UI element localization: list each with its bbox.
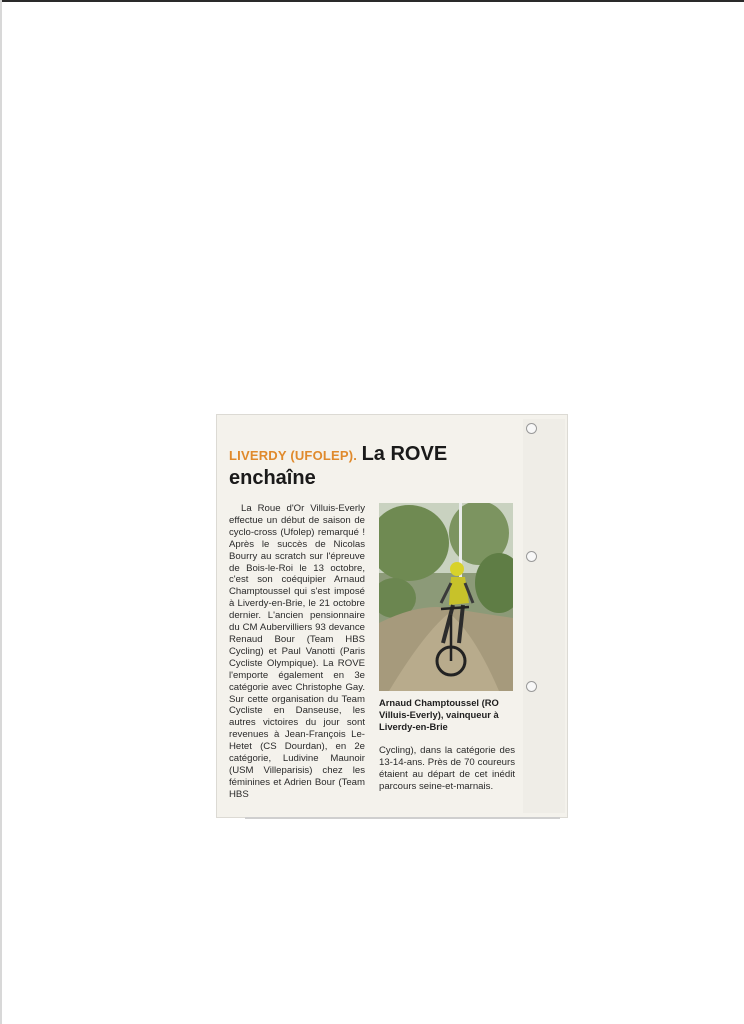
article-photo xyxy=(379,503,513,691)
punch-hole-icon xyxy=(526,551,537,562)
photo-caption: Arnaud Champtoussel (RO Villuis-Everly), vainqueur à Liverdy-en-Brie xyxy=(379,697,499,732)
article-headline xyxy=(229,443,509,491)
article-body-right-text: Cycling), dans la catégorie des 13-14-ans. Près de 70 coureurs étaient au départ de cet inédit parcours seine-et-marnais. xyxy=(379,745,515,792)
cyclist-photo-illustration xyxy=(379,503,513,691)
punch-hole-icon xyxy=(526,423,537,434)
clipping-bottom-shadow xyxy=(245,817,560,819)
article-body-left-text: La Roue d'Or Villuis-Everly effectue un début de saison de cyclo-cross (Ufolep) remarqué ! Après le succès de Nicolas Bourry au scratch sur l'épreuve de Bois-le-Roi le 13 octobre, c'est son coéquipier Arnaud Champtoussel qui s'est imposé à Liverdy-en-Brie, le 21 octobre dernier. L'ancien pensionnaire du CM Aubervilliers 93 devance Renaud Bour (Team HBS Cycling) et Paul Vanotti (Paris Cycliste Olympique). La ROVE l'emporte également en 3e catégorie avec Christophe Gay. Sur cette organisation du Team Cycliste en Danseuse, les autres victoires du jour sont revenues à Jean-François Le-Hetet (CS Dourdan), en 2e catégorie, Ludivine Maunoir (USM Villeparisis) chez les féminines et Adrien Bour (Team HBS xyxy=(229,503,365,800)
scan-edge-top xyxy=(0,0,744,2)
article-body-left-column xyxy=(229,503,365,801)
clipping-margin-strip xyxy=(523,419,565,813)
newspaper-clipping xyxy=(217,415,567,817)
scan-edge-left xyxy=(0,0,2,1024)
article-body-right-column xyxy=(379,745,515,793)
punch-hole-icon xyxy=(526,681,537,692)
article-title-line2: enchaîne xyxy=(229,467,316,489)
article-kicker: LIVERDY (UFOLEP). xyxy=(229,448,358,463)
article-title-line1: La ROVE xyxy=(361,443,448,465)
